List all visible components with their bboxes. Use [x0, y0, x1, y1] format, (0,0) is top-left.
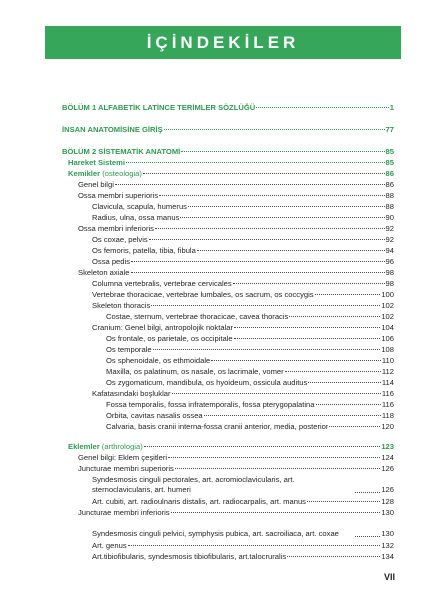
toc-entry-label: Os coxae, pelvis	[92, 235, 148, 244]
toc-entry-label: Kemikler	[68, 169, 101, 178]
toc-entry[interactable]	[78, 453, 394, 463]
toc-entry-page: 130	[381, 508, 394, 517]
toc-entry-page: 88	[385, 191, 394, 200]
toc-entry-label: Columna vertebralis, vertebrae cervicales	[92, 279, 232, 288]
toc-entry-page: 104	[381, 323, 394, 332]
toc-entry-section[interactable]	[68, 442, 394, 452]
toc-entry[interactable]	[106, 334, 394, 344]
toc-entry-page: 77	[385, 125, 394, 134]
toc-entry-page: 86	[385, 180, 394, 189]
dot-leader	[151, 305, 380, 306]
dot-leader	[188, 206, 385, 207]
toc-entry-label: BÖLÜM 1 ALFABETİK LATİNCE TERİMLER SÖZLÜĞÜ	[62, 103, 256, 112]
toc-entry[interactable]	[106, 400, 394, 410]
dot-leader	[287, 556, 380, 557]
toc-entry[interactable]	[106, 356, 394, 366]
dot-leader	[180, 217, 384, 218]
toc-entry-page: 90	[385, 213, 394, 222]
toc-entry-label: Orbita, cavitas nasalis ossea	[106, 411, 203, 420]
toc-entry-section[interactable]	[68, 158, 394, 168]
dot-leader	[131, 261, 385, 262]
dot-leader	[153, 349, 381, 350]
toc-entry-label: Art.tibiofibularis, syndesmosis tibiofibularis, art.talocruralis	[92, 552, 287, 561]
toc-entry-page: 116	[381, 389, 394, 398]
toc-entry-page: 96	[385, 257, 394, 266]
toc-entry-page: 100	[381, 290, 394, 299]
toc-entry-label: Os sphenoidale, os ethmoidale	[106, 356, 211, 365]
toc-entry[interactable]	[78, 464, 394, 474]
toc-entry[interactable]	[92, 279, 394, 289]
toc-entry-label: Costae, sternum, vertebrae thoracicae, cavea thoracis	[106, 312, 289, 321]
toc-entry[interactable]	[78, 224, 394, 234]
toc-entry-page: 132	[381, 541, 394, 550]
toc-entry[interactable]	[106, 345, 394, 355]
toc-entry[interactable]	[92, 246, 394, 256]
toc-entry-page: 134	[381, 552, 394, 561]
toc-entry-label: BÖLÜM 2 SİSTEMATİK ANATOMİ	[62, 147, 181, 156]
dot-leader	[211, 360, 381, 361]
toc-entry-label: Os femoris, patella, tibia, fibula	[92, 246, 196, 255]
toc-entry-introduction[interactable]	[62, 125, 394, 135]
toc-entry[interactable]	[106, 367, 394, 377]
toc-entry-page: 94	[385, 246, 394, 255]
dot-leader	[315, 294, 381, 295]
toc-entry-page: 110	[381, 356, 394, 365]
toc-entry-subtitle: (arthrologia)	[101, 442, 143, 451]
dot-leader	[149, 239, 385, 240]
toc-entry[interactable]	[92, 235, 394, 245]
dot-leader	[308, 382, 381, 383]
toc-entry-page: 86	[385, 169, 394, 178]
dot-leader	[307, 501, 380, 502]
toc-entry-label: Kafatasındaki boşluklar	[92, 389, 171, 398]
toc-entry[interactable]	[106, 378, 394, 388]
toc-entry-label: Eklemler	[68, 442, 100, 451]
toc-entry[interactable]	[92, 290, 394, 300]
dot-leader	[131, 272, 385, 273]
dot-leader	[126, 162, 385, 163]
toc-entry-page: 85	[385, 158, 394, 167]
toc-entry-label: Art. cubiti, art. radioulnaris distalis, art. radiocarpalis, art. manus	[92, 497, 306, 506]
toc-entry-label: Syndesmosis cinguli pectorales, art. acromioclavicularis, art. sternoclavicularis, art. humeri	[92, 475, 295, 494]
toc-entry[interactable]	[78, 191, 394, 201]
toc-entry-chapter-2[interactable]	[62, 147, 394, 157]
dot-leader	[256, 107, 389, 108]
toc-entry-label: Fossa temporalis, fossa infratemporalis, fossa pterygopalatina	[106, 400, 315, 409]
page-title: İÇİNDEKİLER	[146, 32, 300, 52]
toc-entry[interactable]	[92, 475, 394, 495]
toc-entry-label: Genel bilgi: Eklem çeşitleri	[78, 453, 168, 462]
toc-entry-page: 128	[381, 497, 394, 506]
toc-entry-page: 106	[381, 334, 394, 343]
toc-entry-label: Cranium: Genel bilgi, antropolojik noktalar	[92, 323, 233, 332]
toc-entry-label: Skeleton thoracis	[92, 301, 151, 310]
toc-entry[interactable]	[78, 268, 394, 278]
dot-leader	[316, 404, 381, 405]
toc-entry-label: Os temporale	[106, 345, 152, 354]
toc-entry[interactable]	[92, 202, 394, 212]
dot-leader	[155, 228, 385, 229]
dot-leader	[197, 250, 385, 251]
dot-leader	[355, 492, 380, 493]
toc-entry[interactable]	[92, 323, 394, 333]
dot-leader	[355, 536, 380, 537]
dot-leader	[164, 129, 385, 130]
toc-entry[interactable]	[106, 312, 394, 322]
toc-entry-label: Juncturae membri superioris	[78, 464, 174, 473]
toc-entry[interactable]	[78, 180, 394, 190]
toc-entry-page: 98	[385, 279, 394, 288]
toc-entry-page: 92	[385, 235, 394, 244]
toc-entry-page: 116	[381, 400, 394, 409]
toc-entry-page: 108	[381, 345, 394, 354]
toc-entry[interactable]	[92, 519, 394, 539]
toc-entry[interactable]	[78, 508, 394, 518]
dot-leader	[128, 545, 381, 546]
dot-leader	[115, 184, 385, 185]
toc-entry-label: Radius, ulna, ossa manus	[92, 213, 180, 222]
toc-entry-chapter-1[interactable]	[62, 103, 394, 113]
page-folio: VII	[384, 572, 396, 582]
toc-entry-label: Maxilla, os palatinum, os nasale, os lacrimale, vomer	[106, 367, 284, 376]
toc-entry-label: Syndesmosis cinguli pelvici, symphysis pubica, art. sacroiliaca, art. coxae	[92, 529, 339, 538]
toc-entry-label: Skeleton axiale	[78, 268, 130, 277]
toc-entry[interactable]	[106, 422, 394, 432]
dot-leader	[181, 151, 384, 152]
dot-leader	[168, 457, 380, 458]
toc-entry-label: Juncturae membri inferioris	[78, 508, 170, 517]
dot-leader	[159, 195, 384, 196]
dot-leader	[233, 283, 385, 284]
toc-entry[interactable]	[92, 213, 394, 223]
toc-entry-page: 112	[381, 367, 394, 376]
toc-entry-page: 98	[385, 268, 394, 277]
toc-entry[interactable]	[92, 257, 394, 267]
toc-entry-subtitle: (osteologia)	[102, 169, 142, 178]
dot-leader	[329, 426, 380, 427]
toc-entry[interactable]	[92, 552, 394, 562]
toc-entry-page: 88	[385, 202, 394, 211]
toc-entry-label: Os frontale, os parietale, os occipitale	[106, 334, 233, 343]
toc-entry[interactable]	[92, 389, 394, 399]
toc-entry-page: 124	[381, 453, 394, 462]
dot-leader	[172, 393, 381, 394]
toc-entry-page: 1	[389, 103, 394, 112]
toc-entry-label: Clavicula, scapula, humerus	[92, 202, 187, 211]
dot-leader	[175, 468, 381, 469]
toc-entry-label: Genel bilgi	[78, 180, 114, 189]
toc-entry-label: Hareket Sistemi	[68, 158, 125, 167]
dot-leader	[171, 512, 381, 513]
toc-entry-page: 120	[381, 422, 394, 431]
toc-entry-page: 123	[381, 442, 394, 451]
toc-entry-page: 118	[381, 411, 394, 420]
dot-leader	[234, 338, 381, 339]
dot-leader	[289, 316, 380, 317]
dot-leader	[143, 173, 385, 174]
toc-entry-label: Os zygomaticum, mandibula, os hyoideum, ossicula auditus	[106, 378, 308, 387]
toc-entry-label: İNSAN ANATOMİSİNE GİRİŞ	[62, 125, 163, 134]
toc-entry[interactable]	[92, 301, 394, 311]
toc-entry-page: 102	[381, 312, 394, 321]
dot-leader	[204, 415, 381, 416]
toc-entry[interactable]	[106, 411, 394, 421]
toc-entry-section[interactable]	[68, 169, 394, 179]
dot-leader	[234, 327, 380, 328]
toc-entry-page: 85	[385, 147, 394, 156]
toc-entry-label: Vertebrae thoracicae, vertebrae lumbales, os sacrum, os coccygis	[92, 290, 314, 299]
toc-entry-page: 102	[381, 301, 394, 310]
toc-entry-label: Ossa membri superioris	[78, 191, 159, 200]
toc-entry-page: 130	[381, 529, 394, 538]
toc-entry-label: Art. genus	[92, 541, 127, 550]
toc-entry[interactable]	[92, 541, 394, 551]
toc-entry-page: 126	[381, 464, 394, 473]
toc-entry-label: Ossa membri inferioris	[78, 224, 154, 233]
toc-entry[interactable]	[92, 497, 394, 507]
toc-entry-label: Calvaria, basis cranii interna-fossa cranii anterior, media, posterior	[106, 422, 329, 431]
toc-entry-page: 92	[385, 224, 394, 233]
dot-leader	[144, 446, 381, 447]
toc-entry-label: Ossa pedis	[92, 257, 130, 266]
dot-leader	[285, 371, 381, 372]
toc-entry-page: 126	[381, 485, 394, 494]
toc-entry-page: 114	[381, 378, 394, 387]
